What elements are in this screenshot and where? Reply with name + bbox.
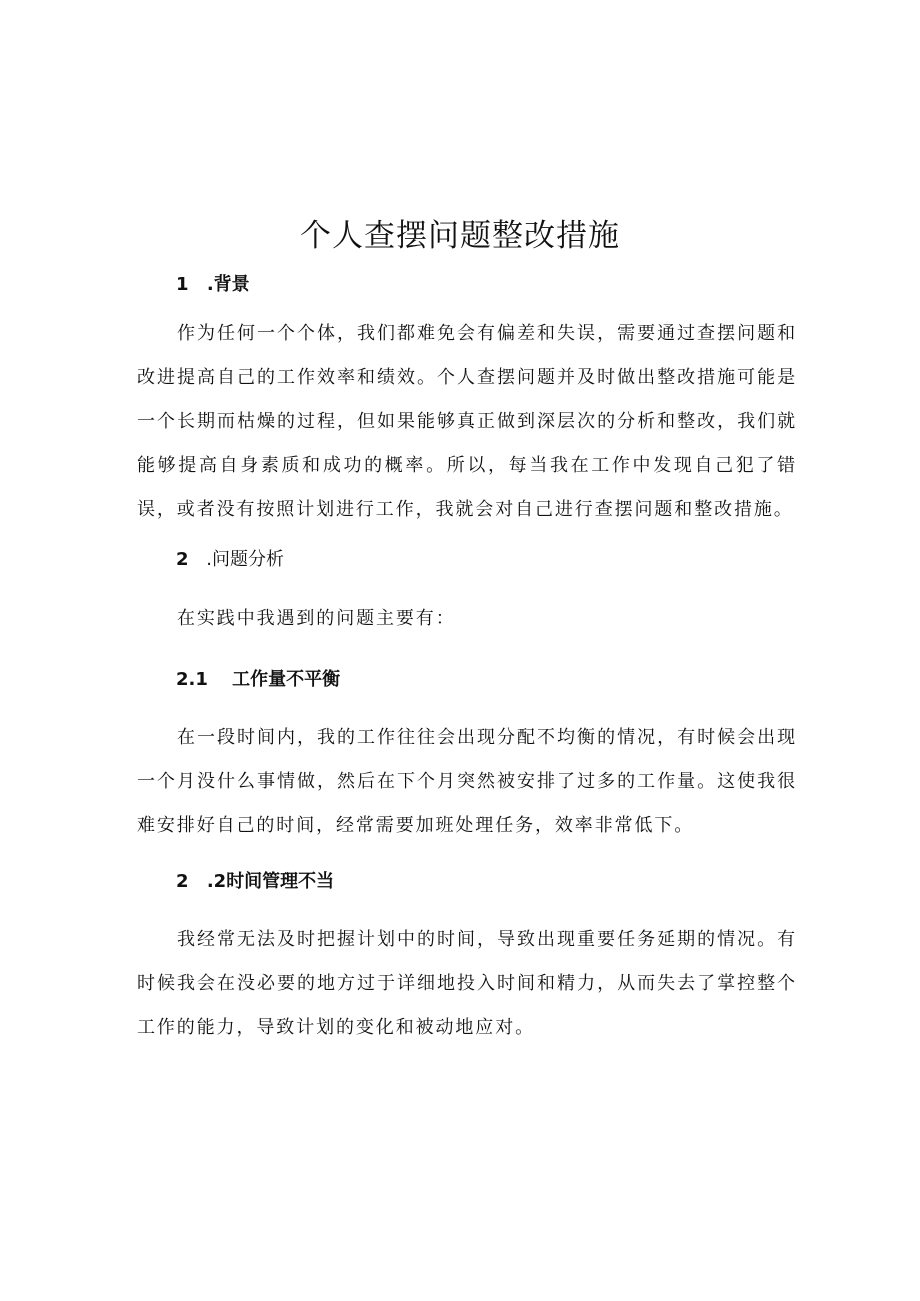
document-title: 个人查摆问题整改措施 [300,218,620,254]
section-heading-time-management [176,869,334,895]
workload-imbalance-paragraph: 在一段时间内，我的工作往往会出现分配不均衡的情况，有时候会出现一个月没什么事情做，然后在下个月突然被安排了过多的工作量。这使我很难安排好自己的时间，经常需要加班处理任务，效率非常低下。 [137,727,797,836]
section-number: 2 [176,871,189,892]
section-title: 背景 [213,274,250,295]
section-title: 问题分析 [212,549,284,570]
background-paragraph: 作为任何一个个体，我们都难免会有偏差和失误，需要通过查摆问题和改进提高自己的工作效率和绩效。个人查摆问题并及时做出整改措施可能是一个长期而枯燥的过程，但如果能够真正做到深层次的分析和整改，我们就能够提高自身素质和成功的概率。所以，每当我在工作中发现自己犯了错误，或者没有按照计划进行工作，我就会对自己进行查摆问题和整改措施。 [137,323,797,520]
section-separator: . [206,549,212,570]
time-management-paragraph: 我经常无法及时把握计划中的时间，导致出现重要任务延期的情况。有时候我会在没必要的地方过于详细地投入时间和精力，从而失去了掌控整个工作的能力，导致计划的变化和被动地应对。 [137,929,797,1038]
section-number: 2.1 [176,669,208,690]
section-number: 2 [176,549,189,570]
section-heading-background [176,272,250,298]
section-heading-workload-imbalance [176,667,340,693]
problem-analysis-intro: 在实践中我遇到的问题主要有： [177,608,456,629]
section-title: 时间管理不当 [226,871,335,892]
section-title: 工作量不平衡 [232,669,341,690]
section-separator: .2 [206,871,227,892]
section-separator: . [206,274,214,295]
section-number: 1 [176,274,189,295]
section-heading-problem-analysis [176,547,284,573]
